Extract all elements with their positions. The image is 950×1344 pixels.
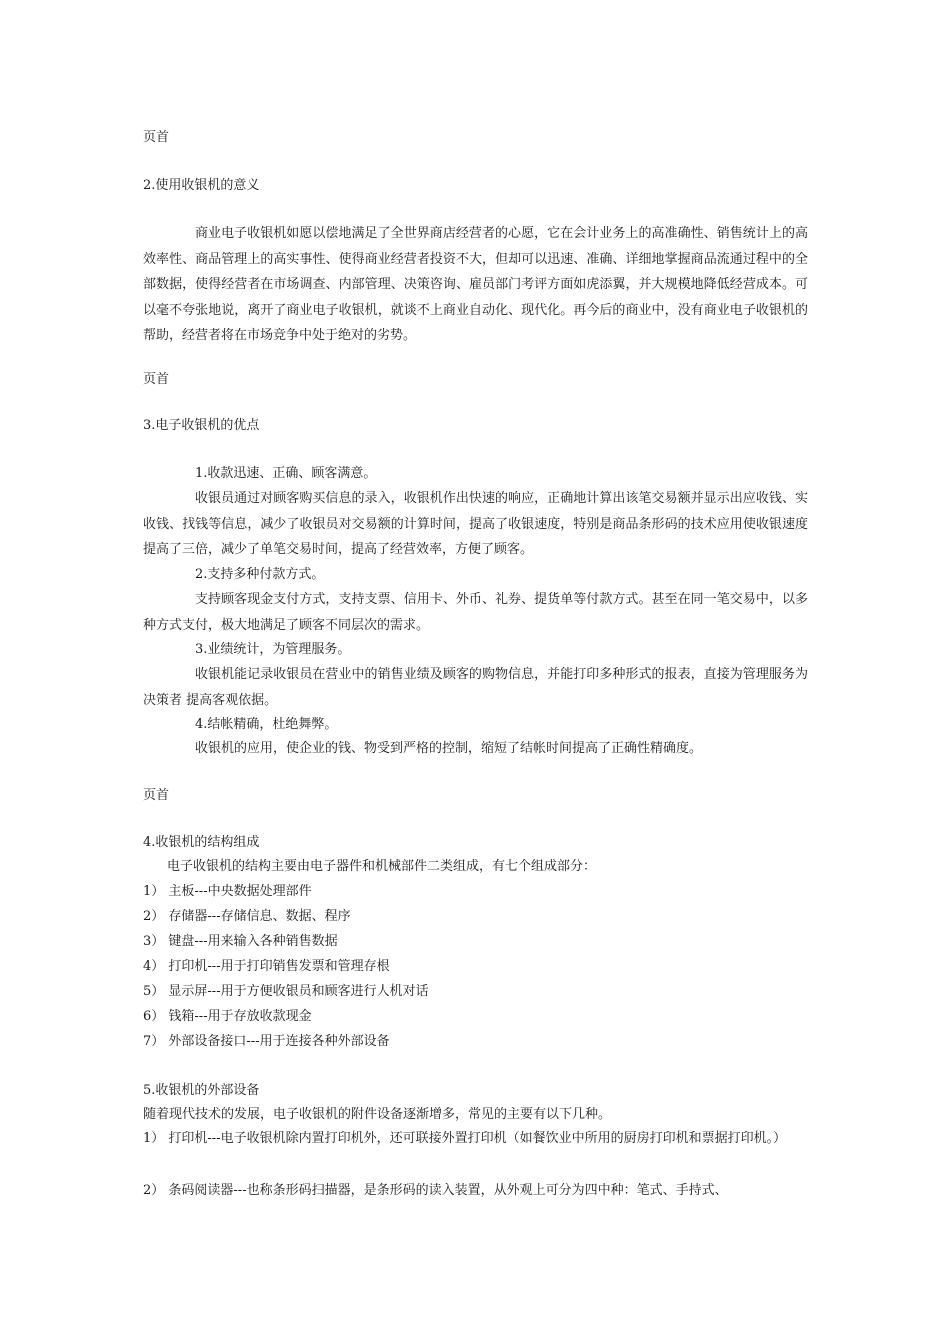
body-paragraph: 商业电子收银机如愿以偿地满足了全世界商店经营者的心愿，它在会计业务上的高准确性、销售统计上的高效率性、商品管理上的高实事性、使得商业经营者投资不大，但却可以迅速、准确、详细地掌握商品流通过程中的全部数据，使得经营者在市场调查、内部管理、决策咨询、雇员部门考评方面如虎添翼，并大规模地降低经营成本。可以毫不夸张地说，离开了商业电子收银机，就谈不上商业自动化、现代化。再今后的商业中，没有商业电子收银机的帮助，经营者将在市场竞争中处于绝对的劣势。: [143, 226, 808, 343]
list-item: 3） 键盘---用来输入各种销售数据: [143, 934, 338, 949]
list-item: 5） 显示屏---用于方便收银员和顾客进行人机对话: [143, 984, 429, 999]
list-item: 1） 打印机---电子收银机除内置打印机外，还可联接外置打印机（如餐饮业中所用的厨房打印机和票据打印机。）: [143, 1131, 787, 1146]
item-text: 收银机能记录收银员在营业中的销售业绩及顾客的购物信息，并能打印多种形式的报表，直接为管理服务为决策者 提高客观依据。: [143, 667, 808, 708]
section-heading: 3.电子收银机的优点: [143, 418, 260, 433]
list-item: 4） 打印机---用于打印销售发票和管理存根: [143, 959, 390, 974]
section-intro: 电子收银机的结构主要由电子器件和机械部件二类组成，有七个组成部分：: [167, 859, 597, 874]
home-link[interactable]: 页首: [143, 130, 170, 145]
list-item: 2） 存储器---存储信息、数据、程序: [143, 909, 351, 924]
item-text: 支持顾客现金支付方式，支持支票、信用卡、外币、礼券、提货单等付款方式。甚至在同一笔交易中，以多种方式支付，极大地满足了顾客不同层次的需求。: [143, 592, 808, 633]
list-item: 6） 钱箱---用于存放收款现金: [143, 1009, 312, 1024]
home-link[interactable]: 页首: [143, 788, 170, 803]
section-heading: 4.收银机的结构组成: [143, 835, 260, 850]
item-title: 2.支持多种付款方式。: [195, 567, 325, 582]
section-heading: 2.使用收银机的意义: [143, 178, 260, 193]
list-item: 1） 主板---中央数据处理部件: [143, 884, 312, 899]
item-title: 3.业绩统计，为管理服务。: [195, 642, 351, 657]
item-text: 收银员通过对顾客购买信息的录入，收银机作出快速的响应，正确地计算出该笔交易额并显示出应收钱、实收钱、找钱等信息，减少了收银员对交易额的计算时间，提高了收银速度，特别是商品条形码的技术应用使收银速度提高了三倍，减少了单笔交易时间，提高了经营效率，方便了顾客。: [143, 491, 808, 557]
list-item: 2） 条码阅读器---也称条形码扫描器，是条形码的读入装置，从外观上可分为四中种：笔式、手持式、: [143, 1183, 728, 1198]
section-intro: 随着现代技术的发展，电子收银机的附件设备逐渐增多，常见的主要有以下几种。: [143, 1107, 612, 1122]
item-title: 1.收款迅速、正确、顾客满意。: [195, 466, 377, 481]
section-heading: 5.收银机的外部设备: [143, 1083, 260, 1098]
home-link[interactable]: 页首: [143, 372, 170, 387]
item-title: 4.结帐精确，杜绝舞弊。: [195, 717, 338, 732]
list-item: 7） 外部设备接口---用于连接各种外部设备: [143, 1034, 390, 1049]
item-text: 收银机的应用，使企业的钱、物受到严格的控制，缩短了结帐时间提高了正确性精确度。: [195, 741, 703, 756]
